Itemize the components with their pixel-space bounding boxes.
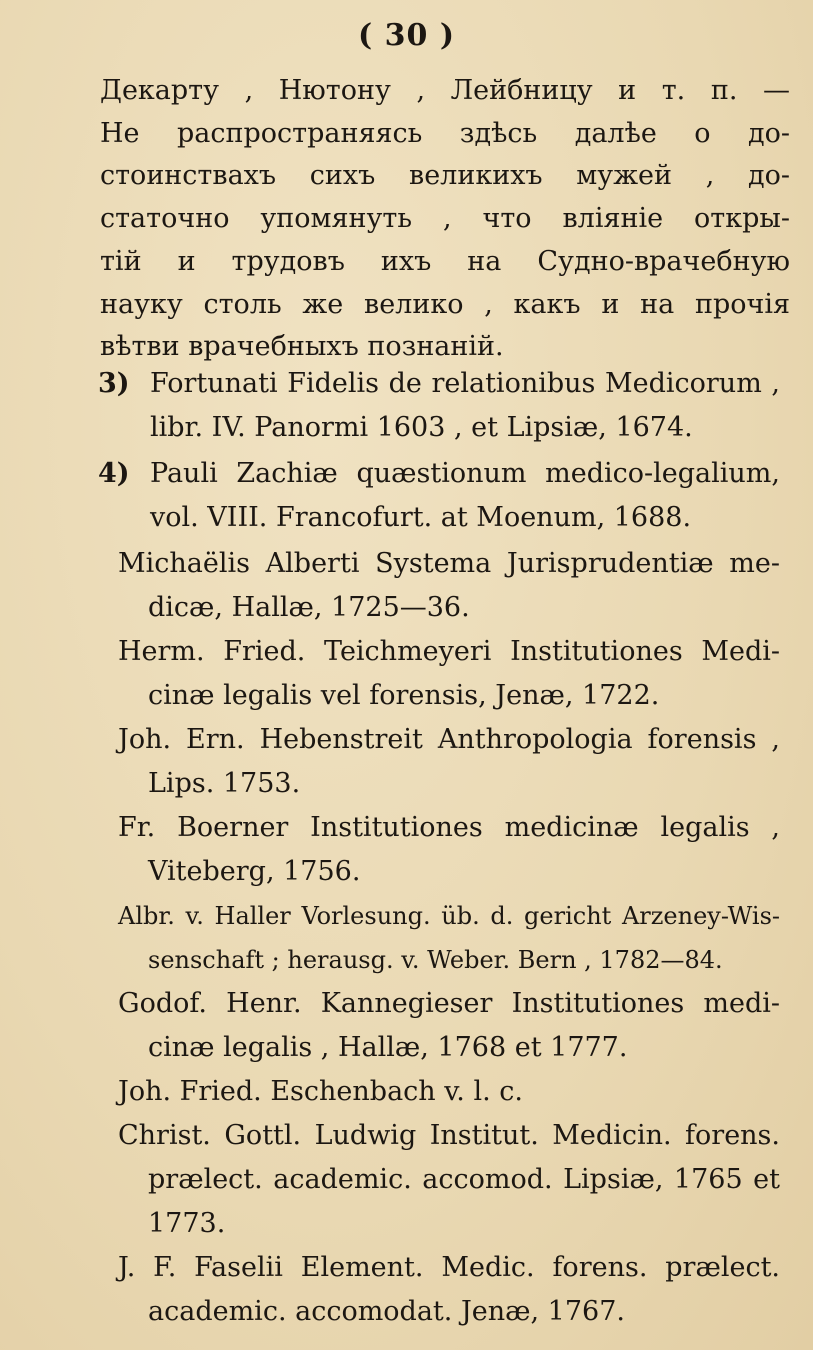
reference-entry <box>150 452 780 540</box>
reference-line: Lips. 1753. <box>148 768 301 799</box>
reference-line: Fr. Boerner Institutiones medicinæ legalis , <box>118 812 780 843</box>
reference-line: Godof. Henr. Kannegieser Institutiones medi- <box>118 988 780 1019</box>
reference-line: Viteberg, 1756. <box>148 856 361 887</box>
text-line: статочно упомянуть , что вліяніе откры- <box>100 203 790 235</box>
reference-entry <box>118 630 780 718</box>
reference-line: Pauli Zachiæ quæstionum medico-legalium, <box>150 458 780 489</box>
reference-line: J. F. Faselii Element. Medic. forens. prælect. <box>118 1252 780 1283</box>
reference-line: Joh. Ern. Hebenstreit Anthropologia forensis , <box>118 724 780 755</box>
reference-line: Joh. Fried. Eschenbach v. l. c. <box>118 1076 523 1107</box>
reference-entry <box>118 1070 780 1114</box>
reference-line: cinæ legalis , Hallæ, 1768 et 1777. <box>148 1032 628 1063</box>
reference-line: prælect. academic. accomod. Lipsiæ, 1765 et <box>148 1164 780 1195</box>
reference-line: 1773. <box>148 1208 226 1239</box>
text-line: Не распространяясь здѣсь далѣе о до- <box>100 117 790 149</box>
reference-entry <box>118 806 780 894</box>
reference-entry <box>118 982 780 1070</box>
page-number: ( 30 ) <box>357 18 456 53</box>
text-line: вѣтви врачебныхъ познаній. <box>100 331 504 363</box>
reference-number: 3) <box>98 368 130 399</box>
reference-line: vol. VIII. Francofurt. at Moenum, 1688. <box>150 502 692 533</box>
reference-entry <box>118 1246 780 1334</box>
reference-entry <box>118 718 780 806</box>
reference-number: 4) <box>98 458 130 489</box>
reference-line: Michaëlis Alberti Systema Jurisprudentiæ me- <box>118 548 780 579</box>
intro-paragraph <box>100 70 790 369</box>
reference-entry <box>150 362 780 450</box>
reference-line: Herm. Fried. Teichmeyeri Institutiones Medi- <box>118 636 780 667</box>
text-line: науку столь же велико , какъ и на прочія <box>100 288 790 320</box>
reference-line: senschaft ; herausg. v. Weber. Bern , 1782—84. <box>148 946 723 974</box>
reference-line: Christ. Gottl. Ludwig Institut. Medicin. forens. <box>118 1120 780 1151</box>
reference-line: Albr. v. Haller Vorlesung. üb. d. gericht Arzeney-Wis- <box>118 902 780 930</box>
reference-line: academic. accomodat. Jenæ, 1767. <box>148 1296 625 1327</box>
reference-line: dicæ, Hallæ, 1725—36. <box>148 592 470 623</box>
text-line: Декарту , Нютону , Лейбницу и т. п. — <box>100 75 790 106</box>
reference-entry <box>118 1114 780 1246</box>
reference-line: cinæ legalis vel forensis, Jenæ, 1722. <box>148 680 660 711</box>
reference-entry <box>118 542 780 630</box>
text-line: тій и трудовъ ихъ на Судно-врачебную <box>100 245 790 277</box>
reference-line: Fortunati Fidelis de relationibus Medicorum , <box>150 368 780 399</box>
text-line: стоинствахъ сихъ великихъ мужей , до- <box>100 160 790 192</box>
reference-line: libr. IV. Panormi 1603 , et Lipsiæ, 1674. <box>150 412 693 443</box>
reference-entry <box>118 894 780 982</box>
